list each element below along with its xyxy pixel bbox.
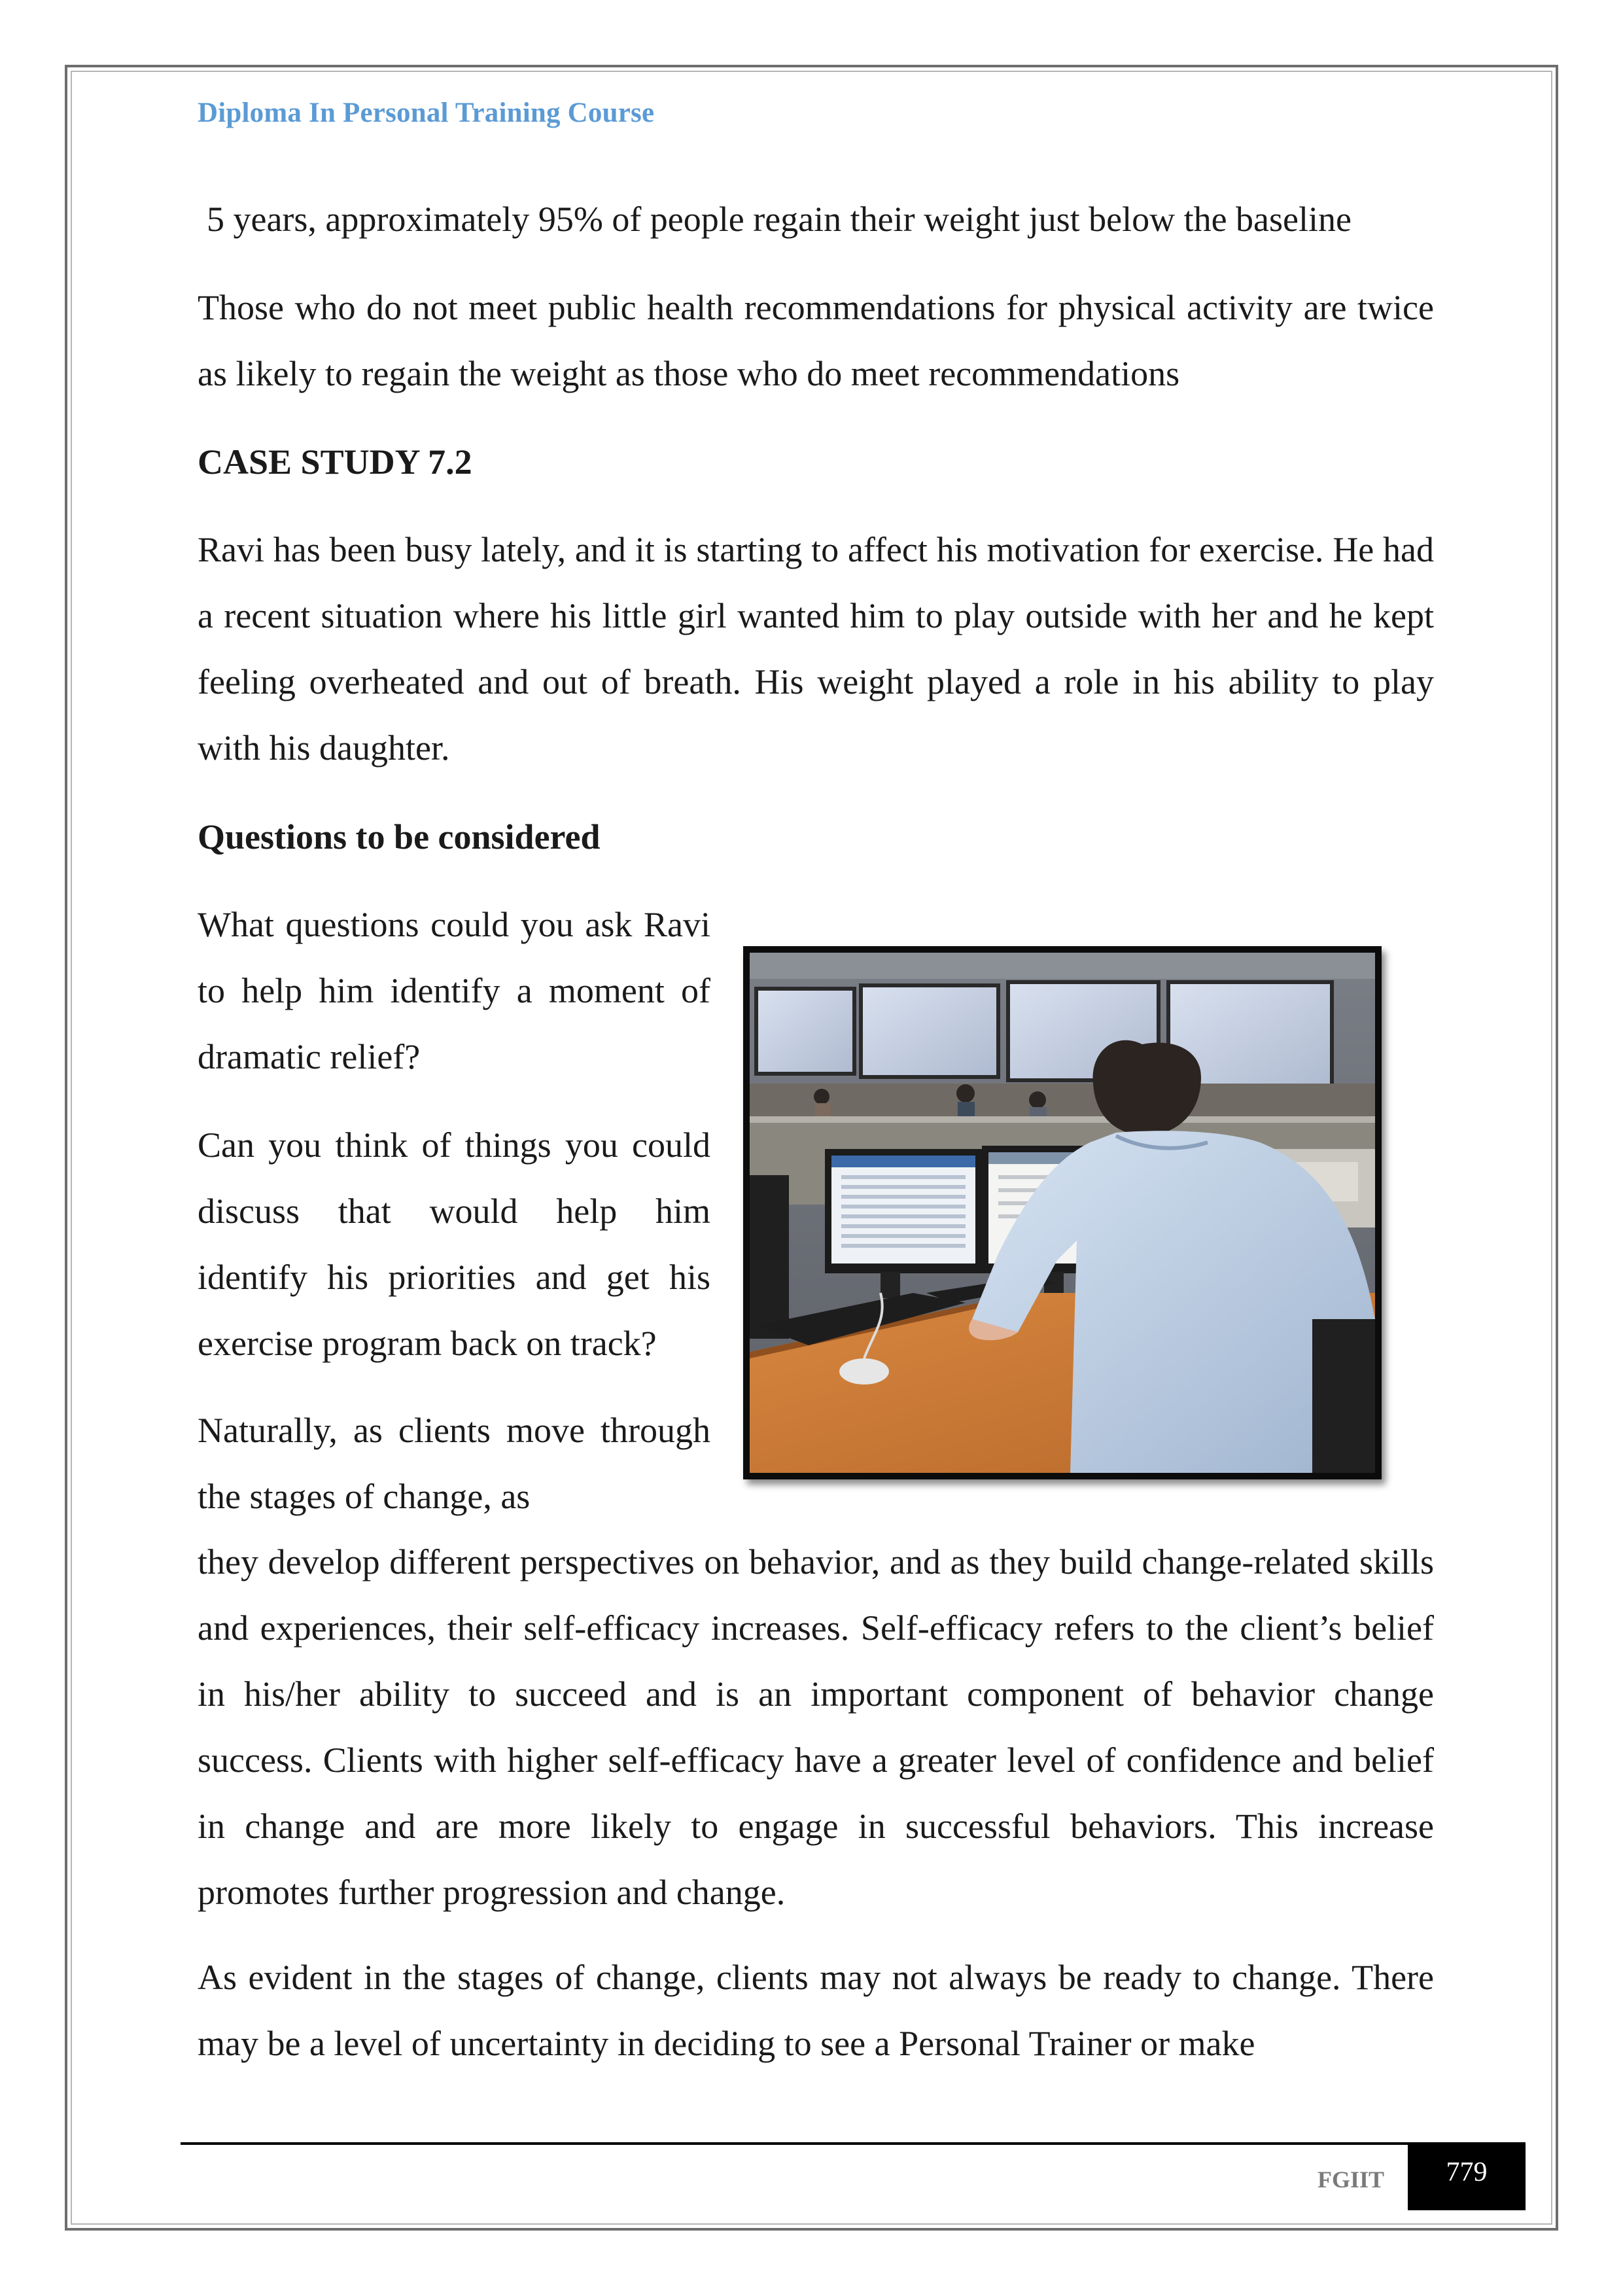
paragraph-public-health: Those who do not meet public health recommendations for physical activity are twice as likely to regain the weight as those who do meet recommendations — [198, 288, 1434, 393]
footer-label: FGIIT — [1318, 2166, 1385, 2193]
case-study-text: Ravi has been busy lately, and it is starting to affect his motivation for exercise. He had a recent situation where his little girl wanted him to play outside with her and he kept feeling overheated and out of breath. His weight played a role in his ability to play with his daughter. — [198, 530, 1434, 768]
question-2: Can you think of things you could discuss that would help him identify his priorities and get his exercise program back on track? — [198, 1125, 710, 1363]
paragraph-continued: 5 years, approximately 95% of people regain their weight just below the baseline — [207, 200, 1352, 239]
running-header: Diploma In Personal Training Course — [198, 97, 655, 128]
question-1: What questions could you ask Ravi to help him identify a moment of dramatic relief? — [198, 905, 710, 1076]
paragraph-self-efficacy: they develop different perspectives on behavior, and as they build change-related skills and experiences, their self-efficacy increases. Self-efficacy refers to the client’s belief in his/her ability to succeed and is an important component of behavior change success. Clients with higher self-efficacy have a greater level of confidence and belief in change and are more likely to engage in successful behaviors. This increase promotes further progression and change. — [198, 1542, 1434, 1912]
paragraph-naturally-start: Naturally, as clients move through the stages of change, as — [198, 1411, 710, 1516]
footer-rule — [181, 2142, 1410, 2145]
case-study-heading: CASE STUDY 7.2 — [198, 442, 472, 482]
page-number: 779 — [1408, 2142, 1526, 2210]
questions-heading: Questions to be considered — [198, 817, 601, 857]
office-photo — [743, 946, 1382, 1479]
office-photo-illustration — [750, 953, 1375, 1473]
paragraph-stages-of-change: As evident in the stages of change, clients may not always be ready to change. There may be a level of uncertainty in deciding to see a Personal Trainer or make — [198, 1958, 1434, 2063]
